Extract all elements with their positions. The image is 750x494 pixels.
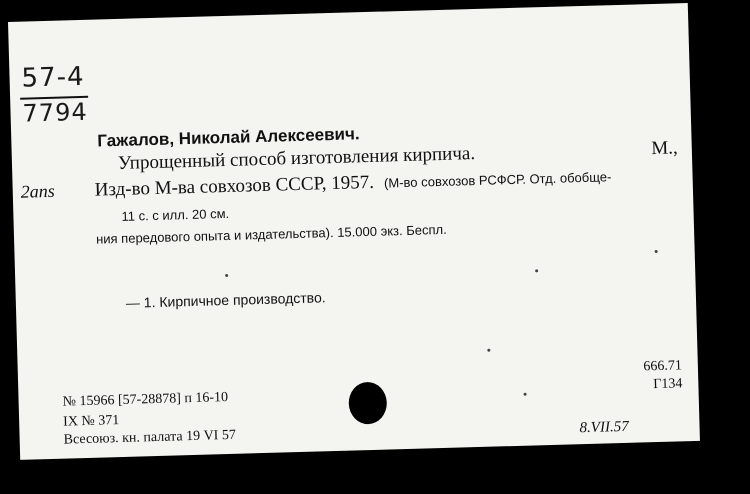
scan-speck xyxy=(524,393,527,396)
card-number-line: № 15966 [57-28878] п 16-10 xyxy=(62,390,229,410)
scan-speck xyxy=(487,349,490,352)
punch-hole xyxy=(348,382,387,425)
bbk-index: Г134 xyxy=(653,376,683,393)
call-number-top: 57-4 xyxy=(21,61,85,94)
subject-heading: — 1. Кирпичное производство. xyxy=(125,289,326,311)
book-title: Упрощенный способ изготовления кирпича. xyxy=(117,143,476,174)
order-number-line: IX № 371 xyxy=(62,413,120,430)
physical-description: 11 с. с илл. 20 см. xyxy=(121,205,230,224)
chamber-stamp-line: Всесоюз. кн. палата 19 VI 57 xyxy=(63,427,237,448)
series-note-start: (М-во совхозов РСФСР. Отд. обобще- xyxy=(383,169,612,191)
classification-block xyxy=(622,357,683,395)
catalog-card xyxy=(8,3,700,460)
scan-speck xyxy=(655,250,658,253)
udc-index: 666.71 xyxy=(643,358,683,375)
publication-place: М., xyxy=(651,137,679,160)
handwritten-date: 8.VII.57 xyxy=(579,418,629,437)
scan-speck xyxy=(225,274,228,277)
author-heading: Гажалов, Николай Алексеевич. xyxy=(97,124,360,151)
call-number-bottom: 7794 xyxy=(22,97,89,128)
series-note-end: ния передового опыта и издательства). 15.000 экз. Беспл. xyxy=(95,221,447,247)
scan-speck xyxy=(535,269,538,272)
publisher: Изд-во М-ва совхозов СССР, 1957. xyxy=(94,171,375,201)
handwritten-margin-note: 2ans xyxy=(20,180,56,202)
